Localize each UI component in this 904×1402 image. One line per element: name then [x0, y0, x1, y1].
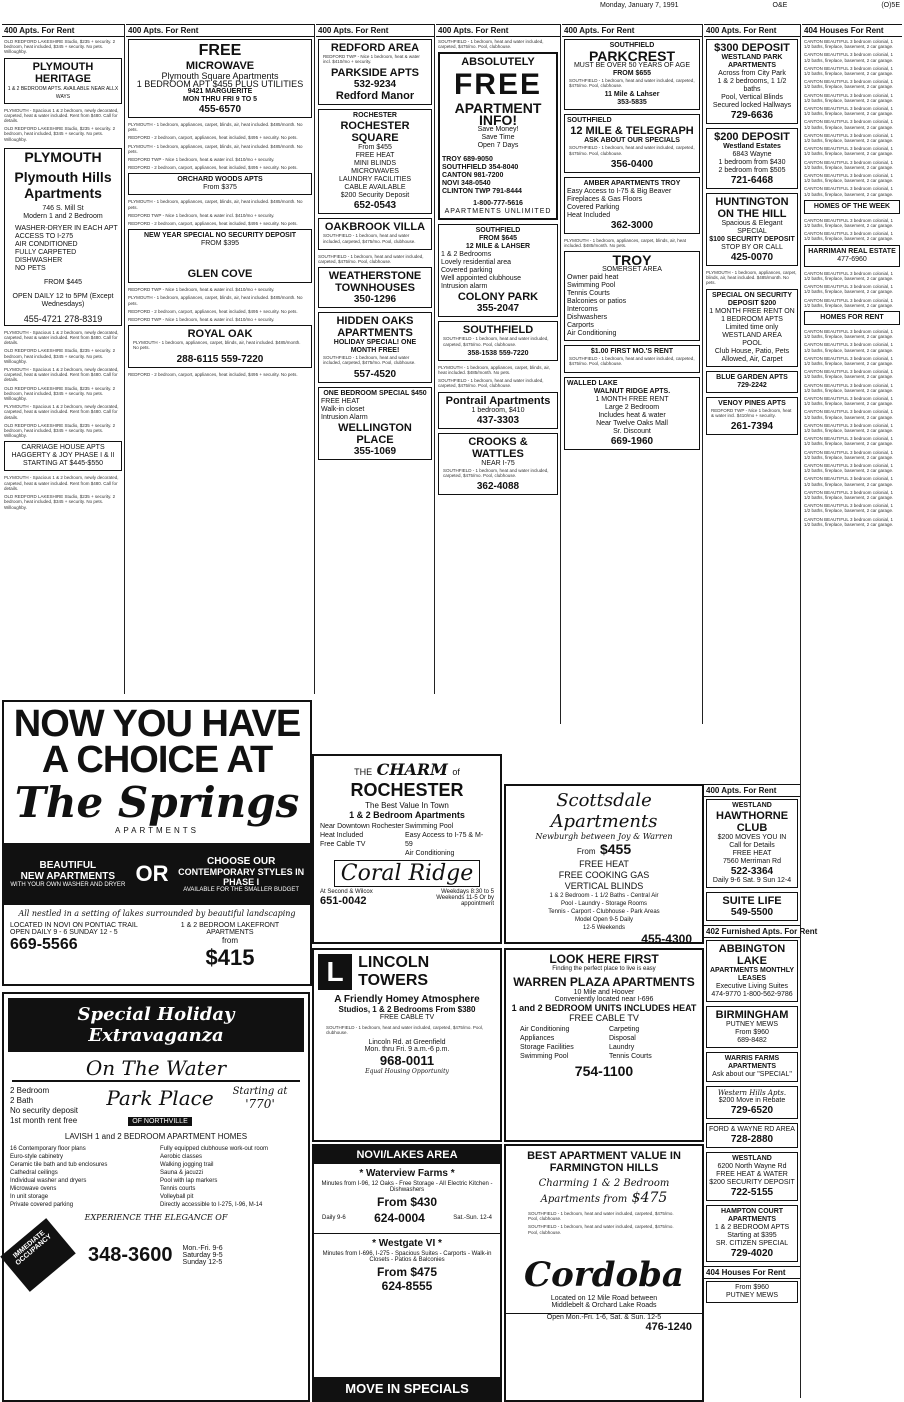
springs-ad: NOW YOU HAVE A CHOICE AT The Springs APARTMENTS BEAUTIFUL NEW APARTMENTS WITH YOUR OWN WASHER AND DRYER OR CHOOSE OUR CONTEMPORARY STYLES IN PHASE I AVAILABLE FOR THE SMALLER BUDGET All nestled in a setting of lakes surrounded by beautiful landscaping LOCATED IN NOVI ON PONTIAC TRAIL OPEN DAILY 9 - 6 SUNDAY 12 - 5 669-5566 1 & 2 BEDROOM LAKEFRONT APARTMENTS from $415: [2, 700, 312, 986]
immediate-occupancy-badge: IMMEDIATE OCCUPANCY: [0, 1218, 76, 1292]
hidden-oaks-ad: HIDDEN OAKS APARTMENTS HOLIDAY SPECIAL! ONE MONTH FREE! SOUTHFIELD - 1 bedroom, heat and water included, carpeted, $475/mo. Pool, clubhouse. 557-4520: [318, 312, 432, 382]
telegraph-ad: SOUTHFIELD 12 MILE & TELEGRAPH ASK ABOUT OUR SPECIALS SOUTHFIELD - 1 bedroom, heat and water included, carpeted, $475/mo. Pool, clubhouse. 356-0400: [564, 114, 700, 172]
southfield-ad: SOUTHFIELD SOUTHFIELD - 1 bedroom, heat and water included, carpeted, $475/mo. Pool, clubhouse. 358-1538 559-7220: [438, 321, 558, 360]
masthead-date: Monday, January 7, 1991: [600, 2, 679, 9]
column-header: 404 Houses For Rent: [802, 24, 902, 37]
classified-text: CANTON BEAUTIFUL 3 bedroom colonial, 1 1/2 baths, fireplace, basement, 2 car garage. CANTON BEAUTIFUL 3 bedroom colonial, 1 1/2 baths, fireplace, basement, 2 car garage. CANTON BEAUTIFUL 3 bedroom colonial, 1 1/2 baths, fireplace, basement, 2 car garage. CANTON BEAUTIFUL 3 bedroom colonial, 1 1/2 baths, fireplace, basement, 2 car garage. CANTON BEAUTIFUL 3 bedroom colonial, 1 1/2 baths, fireplace, basement, 2 car garage. CANTON BEAUTIFUL 3 bedroom colonial, 1 1/2 baths, fireplace, basement, 2 car garage. CANTON BEAUTIFUL 3 bedroom colonial, 1 1/2 baths, fireplace, basement, 2 car garage. CANTON BEAUTIFUL 3 bedroom colonial, 1 1/2 baths, fireplace, basement, 2 car garage. CANTON BEAUTIFUL 3 bedroom colonial, 1 1/2 baths, fireplace, basement, 2 car garage. CANTON BEAUTIFUL 3 bedroom colonial, 1 1/2 baths, fireplace, basement, 2 car garage. CANTON BEAUTIFUL 3 bedroom colonial, 1 1/2 baths, fireplace, basement, 2 car garage. CANTON BEAUTIFUL 3 bedroom colonial, 1 1/2 baths, fireplace, basement, 2 car garage. CANTON BEAUTIFUL 3 bedroom colonial, 1 1/2 baths, fireplace, basement, 2 car garage. CANTON BEAUTIFUL 3 bedroom colonial, 1 1/2 baths, fireplace, basement, 2 car garage. CANTON BEAUTIFUL 3 bedroom colonial, 1 1/2 baths, fireplace, basement, 2 car garage.: [804, 328, 894, 527]
springs-options: BEAUTIFUL NEW APARTMENTS WITH YOUR OWN WASHER AND DRYER OR CHOOSE OUR CONTEMPORARY STYLES IN PHASE I AVAILABLE FOR THE SMALLER BUDGET: [4, 843, 310, 905]
classified-text: PLYMOUTH - 1 bedroom, appliances, carpet, blinds, air, heat included. $485/month. No pets. SOUTHFIELD - 1 bedroom, heat and water included, carpeted, $475/mo. Pool, clubhouse.: [438, 364, 550, 389]
masthead-section: O&E: [772, 2, 788, 9]
harriman-2-ad: From $960 PUTNEY MEWS: [706, 1281, 798, 1303]
classified-text: PLYMOUTH - Spacious 1 & 2 bedroom, newly decorated, carpeted, heat & water included. Rent from $480. Call for details. OLD REDFORD LAKESHIRE Studio, $235 + security. 2 bedroom, heat included, $345 + security. No pets. Willoughby.: [4, 475, 119, 510]
orchard-woods-ad: ORCHARD WOODS APTS From $375: [128, 173, 312, 195]
column-header: 400 Apts. For Rent: [562, 24, 702, 37]
classified-text: REDFORD TWP - Nice 1 bedroom, heat & water incl. $410/mo + security. PLYMOUTH - 1 bedroom, appliances, carpet, blinds, air, heat included. $485/month. No pets. REDFORD - 2 bedroom, carport, appliances, heat included, $495 + security. No pets. REDFORD TWP - Nice 1 bedroom, heat & water incl. $410/mo + security.: [128, 287, 303, 323]
classified-text: CANTON BEAUTIFUL 3 bedroom colonial, 1 1/2 baths, fireplace, basement, 2 car garage. CANTON BEAUTIFUL 3 bedroom colonial, 1 1/2 baths, fireplace, basement, 2 car garage. CANTON BEAUTIFUL 3 bedroom colonial, 1 1/2 baths, fireplace, basement, 2 car garage. CANTON BEAUTIFUL 3 bedroom colonial, 1 1/2 baths, fireplace, basement, 2 car garage. CANTON BEAUTIFUL 3 bedroom colonial, 1 1/2 baths, fireplace, basement, 2 car garage. CANTON BEAUTIFUL 3 bedroom colonial, 1 1/2 baths, fireplace, basement, 2 car garage. CANTON BEAUTIFUL 3 bedroom colonial, 1 1/2 baths, fireplace, basement, 2 car garage. CANTON BEAUTIFUL 3 bedroom colonial, 1 1/2 baths, fireplace, basement, 2 car garage. CANTON BEAUTIFUL 3 bedroom colonial, 1 1/2 baths, fireplace, basement, 2 car garage. CANTON BEAUTIFUL 3 bedroom colonial, 1 1/2 baths, fireplace, basement, 2 car garage. CANTON BEAUTIFUL 3 bedroom colonial, 1 1/2 baths, fireplace, basement, 2 car garage. CANTON BEAUTIFUL 3 bedroom colonial, 1 1/2 baths, fireplace, basement, 2 car garage.: [804, 39, 894, 197]
oakbrook-villa-ad: OAKBROOK VILLA SOUTHFIELD - 1 bedroom, heat and water included, carpeted, $475/mo. Pool, clubhouse.: [318, 218, 432, 249]
classified-text: PLYMOUTH - Spacious 1 & 2 bedroom, newly decorated, carpeted, heat & water included. Rent from $480. Call for details. OLD REDFORD LAKESHIRE Studio, $235 + security. 2 bedroom, heat included, $345 + security. No pets. Willoughby. PLYMOUTH - Spacious 1 & 2 bedroom, newly decorated, carpeted, heat & water included. Rent from $480. Call for details. OLD REDFORD LAKESHIRE Studio, $235 + security. 2 bedroom, heat included, $345 + security. No pets. Willoughby. PLYMOUTH - Spacious 1 & 2 bedroom, newly decorated, carpeted, heat & water included. Rent from $480. Call for details. OLD REDFORD LAKESHIRE Studio, $235 + security. 2 bedroom, heat included, $345 + security. No pets. Willoughby.: [4, 329, 119, 439]
masthead: [600, 2, 900, 9]
crooks-wattles-ad: CROOKS & WATTLES NEAR I-75 SOUTHFIELD - 1 bedroom, heat and water included, carpeted, $475/mo. Pool, clubhouse. 362-4088: [438, 433, 558, 495]
weatherstone-ad: WEATHERSTONE TOWNHOUSES 350-1296: [318, 267, 432, 308]
park-place-phone: 348-3600: [88, 1243, 173, 1266]
masthead-page: (O)5E: [881, 2, 900, 9]
amber-apartments-ad: AMBER APARTMENTS TROY Easy Access to I-75 & Big Beaver Fireplaces & Gas Floors Covered Parking Heat Included 362-3000: [564, 177, 700, 234]
putney-mews-ad: BIRMINGHAM PUTNEY MEWS From $960 689-8482: [706, 1006, 798, 1048]
heritage-ad: PLYMOUTH HERITAGE 1 & 2 BEDROOM APTS. AVAILABLE NEAR ALLX WAYS: [4, 58, 122, 104]
column-header: 400 Apts. For Rent: [2, 24, 124, 37]
plymouth-square-ad: FREE MICROWAVE Plymouth Square Apartments 1 BEDROOM APT $455 PLUS UTILITIES 9421 MARGUERITE MON THRU FRI 9 TO 5 455-6570: [128, 39, 312, 118]
classified-text: REDFORD - 2 bedroom, carport, appliances, heat included, $495 + security. No pets.: [128, 371, 298, 377]
column-6: [704, 24, 801, 804]
column-1: [2, 24, 125, 694]
column-header: 400 Apts. For Rent: [704, 784, 800, 797]
classified-text: SOUTHFIELD - 1 bedroom, heat and water included, carpeted, $475/mo. Pool, clubhouse.: [318, 253, 424, 265]
western-hills-ad: Western Hills Apts. $200 Move in Rebate 729-6520: [706, 1086, 798, 1119]
venoy-pines-ad: VENOY PINES APTS REDFORD TWP - Nice 1 bedroom, heat & water incl. $410/mo + security. 261-7394: [706, 397, 798, 435]
classified-text: SOUTHFIELD - 1 bedroom, heat and water included, carpeted, $475/mo. Pool, clubhouse.: [438, 39, 544, 50]
westland-hawthorne-ad: WESTLAND HAWTHORNE CLUB $200 MOVES YOU IN Call for Details FREE HEAT 7560 Merriman Rd 522-3364 Daily 9-6 Sat. 9 Sun 12-4: [706, 799, 798, 888]
pontrail-ad: Pontrail Apartments 1 bedroom, $410 437-3303: [438, 392, 558, 429]
westland-park-ad: $300 DEPOSIT WESTLAND PARK APARTMENTS Across from City Park 1 & 2 bedrooms, 1 1/2 baths Pool, Vertical Blinds Secured locked Hallways 729-6636: [706, 39, 798, 124]
westland-wayne-ad: WESTLAND 6200 North Wayne Rd FREE HEAT & WATER $200 SECURITY DEPOSIT 722-5155: [706, 1152, 798, 1201]
suite-life-ad: SUITE LIFE 549-5500: [706, 892, 798, 921]
novi-lakes-ad: NOVI/LAKES AREA * Waterview Farms * Minutes from I-96, 12 Oaks - Free Storage - All Electric Kitchen - Dishwashers From $430 Daily 9-6 624-0004 Sat.-Sun. 12-4 * Westgate VI * Minutes from I-696, I-275 - Spacious Suites - Carports - Walk-in Closets - Patios & Balconies From $475 624-8555 MOVE IN SPECIALS: [312, 1144, 502, 1402]
first-month-ad: $1.00 FIRST MO.'S RENT SOUTHFIELD - 1 bedroom, heat and water included, carpeted, $475/mo. Pool, clubhouse.: [564, 345, 700, 372]
harriman-ad: HARRIMAN REAL ESTATE 477-6960: [804, 245, 900, 267]
parkcrest-ad: SOUTHFIELD PARKCREST MUST BE OVER 50 YEARS OF AGE FROM $655 SOUTHFIELD - 1 bedroom, heat and water included, carpeted, $475/mo. Pool, clubhouse. 11 Mile & Lahser 353-5835: [564, 39, 700, 110]
hampton-court-ad: HAMPTON COURT APARTMENTS 1 & 2 BEDROOM APTS Starting at $395 SR. CITIZEN SPECIAL 729-4020: [706, 1205, 798, 1262]
column-7: 400 Apts. For Rent WESTLAND HAWTHORNE CLUB $200 MOVES YOU IN Call for Details FREE HEAT 7560 Merriman Rd 522-3364 Daily 9-6 Sat. 9 Sun 12-4 SUITE LIFE 549-5500 402 Furnished Apts. For Rent ABBINGTON LAKE APARTMENTS MONTHLY LEASES Executive Living Suites 474-9770 1-800-562-9786 BIRMINGHAM PUTNEY MEWS From $960 689-8482 WARRIS FARMS APARTMENTS Ask about our "SPECIAL" Western Hills Apts. $200 Move in Rebate 729-6520 FORD & WAYNE RD AREA 728-2880 WESTLAND 6200 North Wayne Rd FREE HEAT & WATER $200 SECURITY DEPOSIT 722-5155 HAMPTON COURT APARTMENTS 1 & 2 BEDROOM APTS Starting at $395 SR. CITIZEN SPECIAL 729-4020 404 Houses For Rent From $960 PUTNEY MEWS: [704, 784, 801, 1398]
carriage-house-ad: CARRIAGE HOUSE APTS HAGGERTY & JOY PHASE I & II STARTING AT $445-$550: [4, 441, 122, 471]
column-4: [436, 24, 561, 724]
springs-logo: The Springs: [14, 778, 300, 827]
column-header: 400 Apts. For Rent: [436, 24, 560, 37]
plymouth-hills-ad: PLYMOUTH Plymouth Hills Apartments 746 S. Mill St Modern 1 and 2 Bedroom WASHER-DRYER IN EACH APT ACCESS TO I-275 AIR CONDITIONED FULLY CARPETED DISHWASHER NO PETS FROM $445 OPEN DAILY 12 to 5PM (Except Wednesdays) 455-4721 278-8319: [4, 148, 122, 326]
park-place-ad: Special Holiday Extravaganza On The Water 2 Bedroom 2 Bath No security deposit 1st month rent free Park Place OF NORTHVILLE Starting at '770' LAVISH 1 and 2 BEDROOM APARTMENT HOMES 16 Contemporary floor plans Euro-style cabinetry Ceramic tile bath and tub enclosures Cathedral ceilings Individual washer and dryers Microwave ovens In unit storage Private covered parking Fully equipped clubhouse work-out room Aerobic classes Walking jogging trail Sauna & jacuzzi Pool with lap markers Tennis courts Volleyball pit Directly accessible to I-275, I-96, M-14 EXPERIENCE THE ELEGANCE OF IMMEDIATE OCCUPANCY 348-3600 Mon.-Fri. 9-6 Saturday 9-5 Sunday 12-5: [2, 992, 310, 1402]
warren-plaza-ad: LOOK HERE FIRST Finding the perfect place to live is easy WARREN PLAZA APARTMENTS 10 Mile and Hoover Conveniently located near I-696 1 and 2 BEDROOM UNITS INCLUDES HEAT FREE CABLE TV Air Conditioning Appliances Storage Facilities Swimming Pool Carpeting Disposal Laundry Tennis Courts 754-1100: [504, 948, 704, 1142]
cordoba-ad: BEST APARTMENT VALUE IN FARMINGTON HILLS Charming 1 & 2 Bedroom Apartments from $475 SOUTHFIELD - 1 bedroom, heat and water included, carpeted, $475/mo. Pool, clubhouse. SOUTHFIELD - 1 bedroom, heat and water included, carpeted, $475/mo. Pool, clubhouse. Cordoba Located on 12 Mile Road between Middlebelt & Orchard Lake Roads Open Mon.-Fri. 1-6, Sat. & Sun. 12-5 476-1240: [504, 1144, 704, 1402]
redford-area-ad: REDFORD AREA REDFORD TWP - Nice 1 bedroom, heat & water incl. $410/mo + security. PARKSIDE APTS 532-9234 Redford Manor: [318, 39, 432, 105]
springs-headline: NOW YOU HAVE A CHOICE AT: [13, 703, 301, 781]
column-header: 400 Apts. For Rent: [704, 24, 800, 37]
warris-farms-ad: WARRIS FARMS APARTMENTS Ask about our "SPECIAL": [706, 1052, 798, 1082]
colony-park-ad: SOUTHFIELD FROM $645 12 MILE & LAHSER 1 & 2 Bedrooms Lovely residential area Covered parking Well appointed clubhouse Intrusion alarm COLONY PARK 355-2047: [438, 224, 558, 317]
springs-phone: 669-5566: [10, 936, 78, 953]
scottsdale-ad: Scottsdale Apartments Newburgh between Joy & Warren From $455 FREE HEAT FREE COOKING GAS VERTICAL BLINDS 1 & 2 Bedroom - 1 1/2 Baths - Central Air Pool - Laundry - Storage Rooms Tennis - Carport - Clubhouse - Park Areas Model Open 9-5 Daily 12-5 Weekends 455-4300: [504, 784, 704, 944]
column-header: 400 Apts. For Rent: [316, 24, 434, 37]
column-header: 400 Apts. For Rent: [126, 24, 314, 37]
lincoln-towers-ad: L LINCOLN TOWERS A Friendly Homey Atmosphere Studios, 1 & 2 Bedrooms From $380 FREE CABLE TV SOUTHFIELD - 1 bedroom, heat and water included, carpeted, $475/mo. Pool, clubhouse. Lincoln Rd. at Greenfield Mon. thru Fri. 9 a.m.-6 p.m. 968-0011 Equal Housing Opportunity: [312, 948, 502, 1142]
classified-text: CANTON BEAUTIFUL 3 bedroom colonial, 1 1/2 baths, fireplace, basement, 2 car garage. CANTON BEAUTIFUL 3 bedroom colonial, 1 1/2 baths, fireplace, basement, 2 car garage. CANTON BEAUTIFUL 3 bedroom colonial, 1 1/2 baths, fireplace, basement, 2 car garage.: [804, 270, 894, 308]
column-5: [562, 24, 703, 724]
apartments-unlimited-ad: ABSOLUTELY FREE APARTMENT INFO! Save Money! Save Time Open 7 Days TROY 689-9050 SOUTHFIELD 354-8040 CANTON 981-7200 NOVI 348-0540 CLINTON TWP 791-8444 1-800-777-5616 APARTMENTS UNLIMITED: [438, 52, 558, 220]
huntington-ad: HUNTINGTON ON THE HILL Spacious & Elegant SPECIAL $100 SECURITY DEPOSIT STOP BY OR CALL 425-0070: [706, 193, 798, 266]
walnut-ridge-ad: WALLED LAKE WALNUT RIDGE APTS. 1 MONTH FREE RENT Large 2 Bedroom Includes heat & water Near Twelve Oaks Mall Sr. Discount 669-1960: [564, 377, 700, 450]
new-year-special-ad: NEW YEAR SPECIAL NO SECURITY DEPOSIT FROM $395 GLEN COVE: [128, 229, 312, 283]
special-deposit-ad: SPECIAL ON SECURITY DEPOSIT $200 1 MONTH FREE RENT ON 1 BEDROOM APTS Limited time only WESTLAND AREA POOL Club House, Patio, Pets Allowed, Air, Carpet: [706, 289, 798, 367]
rochester-square-ad: ROCHESTER ROCHESTER SQUARE From $455 FREE HEAT MINI BLINDS MICROWAVES LAUNDRY FACILITIES CABLE AVAILABLE $200 Security Deposit 652-0543: [318, 109, 432, 214]
homes-of-week-ad: HOMES OF THE WEEK: [804, 200, 900, 214]
column-2: [126, 24, 315, 694]
column-3: [316, 24, 435, 694]
classified-text: CANTON BEAUTIFUL 3 bedroom colonial, 1 1/2 baths, fireplace, basement, 2 car garage. CANTON BEAUTIFUL 3 bedroom colonial, 1 1/2 baths, fireplace, basement, 2 car garage.: [804, 217, 894, 242]
classified-text: PLYMOUTH - Spacious 1 & 2 bedroom, newly decorated, carpeted, heat & water included. Rent from $480. Call for details. OLD REDFORD LAKESHIRE Studio, $235 + security. 2 bedroom, heat included, $345 + security. No pets. Willoughby.: [4, 107, 119, 142]
classified-text: PLYMOUTH - 1 bedroom, appliances, carpet, blinds, air, heat included. $485/month. No pets. REDFORD - 2 bedroom, carport, appliances, heat included, $495 + security. No pets. PLYMOUTH - 1 bedroom, appliances, carpet, blinds, air, heat included. $485/month. No pets. REDFORD TWP - Nice 1 bedroom, heat & water incl. $410/mo + security. REDFORD - 2 bedroom, carport, appliances, heat included, $495 + security. No pets.: [128, 122, 303, 171]
classified-text: PLYMOUTH - 1 bedroom, appliances, carpet, blinds, air, heat included. $485/month. No pets.: [564, 237, 686, 249]
column-8: [802, 24, 902, 1402]
royal-oak-ad: ROYAL OAK PLYMOUTH - 1 bedroom, appliances, carpet, blinds, air, heat included. $485/month. No pets. 288-6115 559-7220: [128, 325, 312, 367]
wellington-place-ad: ONE BEDROOM SPECIAL $450 FREE HEAT Walk-in closet Intrusion Alarm WELLINGTON PLACE 355-1069: [318, 387, 432, 460]
classified-text: PLYMOUTH - 1 bedroom, appliances, carpet, blinds, air, heat included. $485/month. No pets.: [706, 270, 797, 286]
homes-for-rent-ad: HOMES FOR RENT: [804, 311, 900, 325]
troy-ad: TROY SOMERSET AREA Owner paid heat Swimming Pool Tennis Courts Balconies or patios Intercoms Dishwashers Carports Air Conditioning: [564, 251, 700, 341]
ford-wayne-ad: FORD & WAYNE RD AREA 728-2880: [706, 1123, 798, 1148]
classified-text: PLYMOUTH - 1 bedroom, appliances, carpet, blinds, air, heat included. $485/month. No pets. REDFORD TWP - Nice 1 bedroom, heat & water incl. $410/mo + security. REDFORD - 2 bedroom, carport, appliances, heat included, $495 + security. No pets.: [128, 199, 303, 227]
blue-garden-ad: BLUE GARDEN APTS 729-2242: [706, 371, 798, 393]
abbington-lake-ad: ABBINGTON LAKE APARTMENTS MONTHLY LEASES Executive Living Suites 474-9770 1-800-562-9786: [706, 940, 798, 1002]
classified-text: OLD REDFORD LAKESHIRE Studio, $235 + security. 2 bedroom, heat included, $345 + security. No pets. Willoughby.: [4, 39, 116, 55]
charm-rochester-ad: THE CHARM of ROCHESTER The Best Value In Town 1 & 2 Bedroom Apartments Near Downtown Rochester Heat Included Free Cable TV Swimming Pool Easy Access to I-75 & M-59 Air Conditioning Coral Ridge At Second & Wilcox 651-0042 Weekdays 8:30 to 5 Weekends 11-5 Or by appointment: [312, 754, 502, 944]
westland-estates-ad: $200 DEPOSIT Westland Estates 6843 Wayne 1 bedroom from $430 2 bedroom from $505 721-6468: [706, 128, 798, 189]
